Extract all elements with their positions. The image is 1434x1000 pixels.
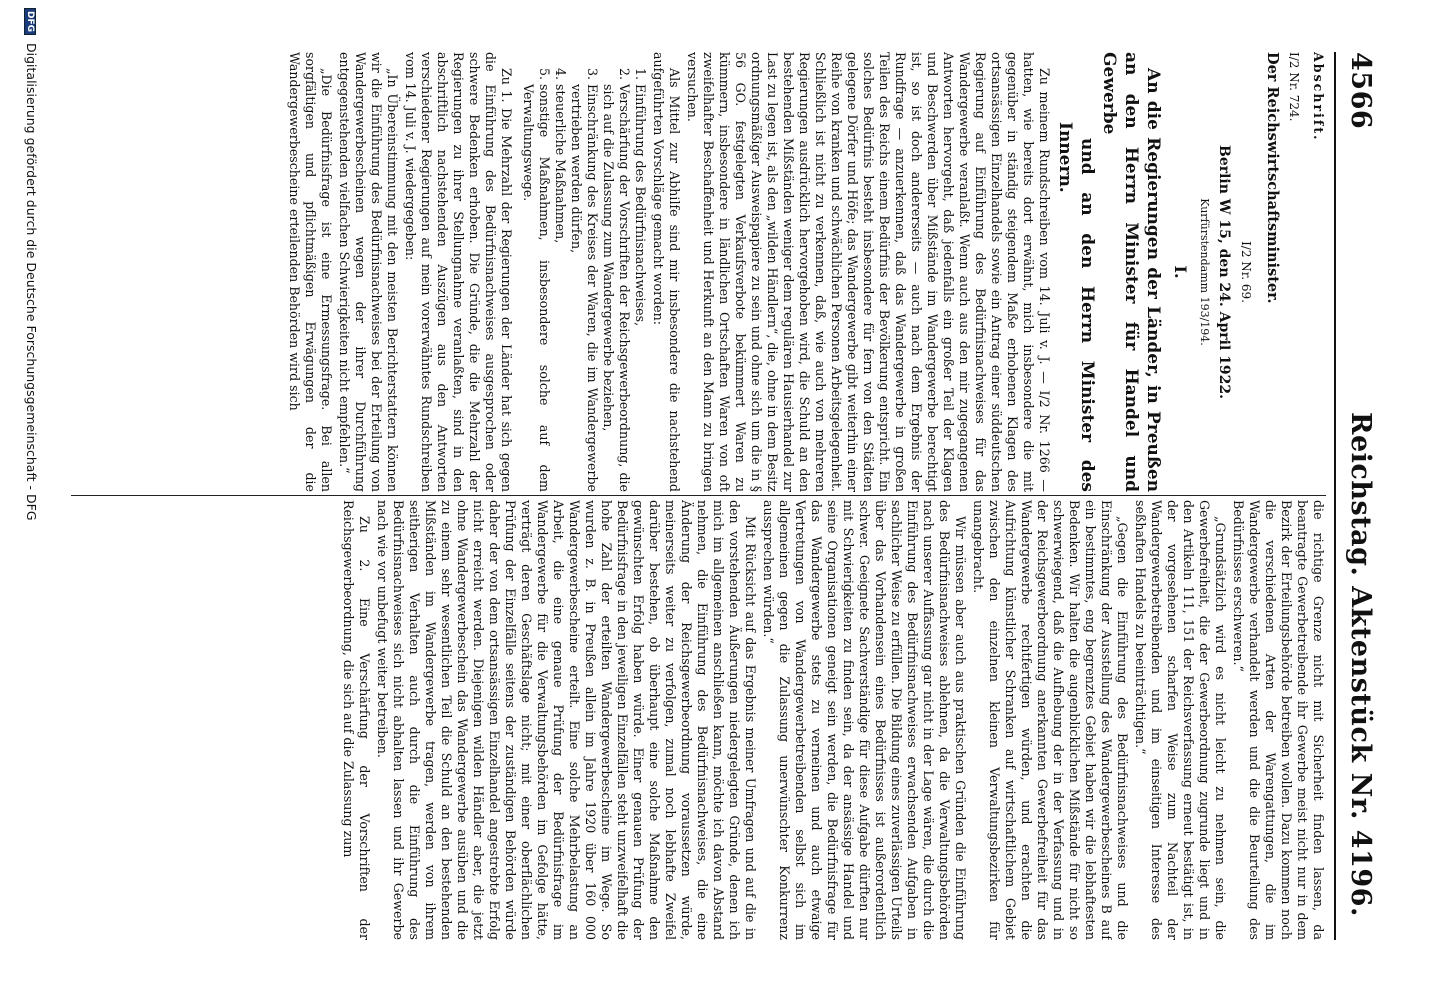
- addressee-line-1: An die Regierungen der Länder, in Preußen an den Herrn Minister für Handel und Gewerbe: [1099, 52, 1163, 492]
- list-item: 1. Einführung des Bedürfnisnachweises,: [632, 84, 648, 492]
- paragraph: Mit Rücksicht auf das Ergebnis meiner Umfragen und auf die in den vorstehenden Äußerungen niedergelegten Gründe, denen ich mich im allgemeinen anschließen kann, möchte ich davon Abstand nehmen, die Einführung des Bedürfnisnachweises, die eine Änderung der Reichsgewerbeordnung voraussetzen würde, meinerseits weiter zu verfolgen, zumal noch lebhafte Zweifel darüber bestehen, ob überhaupt eine solche Maßnahme den gewünschten Erfolg haben würde. Einer genauen Prüfung der Bedürfnisfrage in den jeweiligen Einzelfällen steht unzweifelhaft die hohe Zahl der erteilten Wandergewerbescheine im Wege. So wurden z. B. in Preußen allein im Jahre 1920 über 160 000 Wandergewerbescheine erteilt. Eine solche Mehrbelastung an Arbeit, die eine genaue Prüfung der Bedürfnisfrage im Wandergewerbe für die Verwaltungsbehörden im Gefolge hätte, verträgt deren Geschäftslage nicht; mit einer oberflächlichen Prüfung der Einzelfälle seitens der zuständigen Behörden würde daher der von dem ortsansässigen Einzelhandel angestrebte Erfolg nicht erreicht werden. Diejenigen wilden Händler aber, die jetzt ohne Wandergewerbeschein das Wandergewerbe ausüben und die zu einem sehr wesentlichen Teil die Schuld an den bestehenden Mißständen im Wandergewerbe tragen, werden von ihrem seitherigen Verhalten auch durch die Einführung des Bedürfnisnachweises sich nicht abhalten lassen und ihr Gewerbe nach wie vor unbefugt weiter betreiben.: [375, 500, 758, 940]
- paragraph: Zu 1. Die Mehrzahl der Regierungen der Länder hat sich gegen die Einführung des Bedürfnisnachweises ausgesprochen oder schwere Bedenken erhoben. Die Gründe, die die Mehrzahl der Regierungen zu ihrer Stellungnahme veranlaßten, sind in den abschriftlich nachstehenden Auszügen aus den Antworten verschiedener Regierungen auf mein vorerwähntes Rundschreiben vom 14. Juli v. J. wiedergegeben:: [403, 52, 514, 492]
- digitization-credit: [24, 8, 39, 940]
- list-item: 5. sonstige Maßnahmen, insbesondere solche auf dem Verwaltungswege.: [520, 84, 552, 492]
- quoted-paragraph: „Grundsätzlich wird es nicht leicht zu nehmen sein, die Gewerbefreiheit, die der Gewerbeordnung zugrunde liegt und in den Artikeln 111, 151 der Reichsverfassung erneut bestätigt ist, in der vorgesehenen scharfen Weise zum Nachteil der Wandergewerbetreibenden und im einseitigen Interesse des seßhaften Handels zu beeinträchtigen.“: [1133, 500, 1228, 940]
- reference-number-2: I/2 Nr. 69.: [1239, 241, 1253, 303]
- page-header: [1342, 52, 1376, 940]
- header-rule: [1334, 52, 1336, 940]
- address-subline: Kurfürstendamm 193/194.: [1198, 198, 1211, 346]
- proposal-list: [520, 52, 648, 492]
- quoted-paragraph: Wir müssen aber auch aus praktischen Gründen die Einführung des Bedürfnisnachweises ablehnen, da die Verwaltungsbehörden nach unserer Auffassung gar nicht in der Lage wären, die durch die Einführung des Bedürfnisnachweises erwachsenden Aufgaben in sachlicher Weise zu erfüllen. Die Bildung eines zuverlässigen Urteils über das Vorhandensein eines Bedürfnisses ist außerordentlich schwer. Geeignete Sachverständige für diese Aufgabe dürften nur mit Schwierigkeiten zu finden sein, da der ansässige Handel und seine Organisationen geneigt sein werden, die Bedürfnisfrage für das Wandergewerbe stets zu verneinen und auch etwaige Vertretungen von Wandergewerbetreibenden selbst sich im allgemeinen gegen die Zulassung unerwünschter Konkurrenz aussprechen würden.“: [761, 500, 968, 940]
- paragraph: Als Mittel zur Abhilfe sind mir insbesondere die nachstehend aufgeführten Vorschläge gemacht worden:: [651, 52, 682, 492]
- list-item: 4. steuerliche Maßnahmen,: [552, 84, 568, 492]
- column-divider: [71, 495, 1326, 496]
- list-item: 2. Verschärfung der Vorschriften der Reichsgewerbeordnung, die sich auf die Zulassung zum Wandergewerbe beziehen,: [600, 84, 632, 492]
- running-title: Reichstag. Aktenstück Nr. 4196.: [1345, 412, 1376, 917]
- quoted-paragraph: „Gegen die Einführung des Bedürfnisnachweises und die Einschränkung der Ausstellung des Wandergewerbescheines B auf ein bestimmtes, eng begrenztes Gebiet haben wir die lebhaftesten Bedenken. Wir halten die augenblicklichen Mißstände für nicht so schwerwiegend, daß die Aufhebung der in der Verfassung und in der Reichsgewerbeordnung anerkannten Gewerbefreiheit für das Wandergewerbe rechtfertigen würden, und erachten die Aufrichtung künstlicher Schranken auf wirtschaftlichem Gebiet zwischen den einzelnen kleinen Verwaltungsbezirken für unangebracht.: [971, 500, 1130, 940]
- quoted-paragraph: „In Übereinstimmung mit den meisten Berichterstattern können wir die Einführung des Bedürfnisnachweises bei der Erteilung von Wandergewerbescheinen wegen der ihrer Durchführung entgegenstehenden vielfachen Schwierigkeiten nicht empfehlen.“: [337, 52, 400, 492]
- ministry-heading: Der Reichswirtschaftsminister.: [1264, 52, 1281, 304]
- addressee-line-2: und an den Herrn Minister des Innern.: [1055, 122, 1097, 492]
- paragraph: die richtige Grenze nicht mit Sicherheit finden lassen, da beantragte Gewerbetreibende ihr Gewerbe meist nicht nur in dem Bezirk der Erteilungsbehörde betreiben wollen. Dazu kommen noch die verschiedenen Arten der Warengattungen, die im Wandergewerbe verhandelt werden und die die Beurteilung des Bedürfnisses erschweren.“: [1231, 500, 1326, 940]
- dateline: Berlin W 15, den 24. April 1922.: [1216, 145, 1232, 399]
- dfg-logo: DFG: [25, 8, 37, 35]
- reference-number-1: I/2 Nr. 724.: [1287, 52, 1301, 122]
- paragraph: Zu 2. Eine Verschärfung der Vorschriften der Reichsgewerbeordnung, die sich auf die Zulassung zum: [341, 500, 372, 940]
- abschrift-label: Abschrift.: [1311, 52, 1326, 142]
- paragraph: Zu meinem Rundschreiben vom 14. Juli v. J. — I/2 Nr. 1266 — hatten, wie bereits dort erwähnt, mich insbesondere die mit gegenüber in ständig steigendem Maße erhobenen Klagen des ortsansässigen Einzelhandels sowie ein Antrag einer süddeutschen Regierung auf Einführung des Bedürfnisnachweises für das Wandergewerbe veranlaßt. Wenn auch aus den mir zugegangenen Antworten hervorgeht, daß jedenfalls ein großer Teil der Klagen und Beschwerden über Mißstände im Wandergewerbe berechtigt ist, so ist doch andererseits — auch nach dem Ergebnis der Rundfrage — anzuerkennen, daß das Wandergewerbe in großen Teilen des Reichs einem Bedürfnis der Bevölkerung entspricht. Ein solches Bedürfnis besteht insbesondere für fern von den Städten gelegene Dörfer und Höfe; das Wandergewerbe gibt weiterhin einer Reihe von kranken und schwächlichen Personen Arbeitsgelegenheit. Schließlich ist nicht zu verkennen, daß, wie auch von mehreren Regierungen ausdrücklich hervorgehoben wird, die Schuld an den bestehenden Mißständen weniger dem regulären Hausierhandel zur Last zu legen ist, als den „wilden Händlern“, die, ohne in dem Besitz ordnungsmäßiger Ausweispapiere zu sein und ohne sich um die in § 56 GO. festgelegten Verkaufsverbote bekümmert Waren zu kümmern, insbesondere in ländlichen Ortschaften Waren von oft zweifelhafter Beschaffenheit und Herkunft an den Mann zu bringen versuchen.: [685, 52, 1052, 492]
- page-number: 4566: [1345, 52, 1376, 130]
- addressee-block: [1054, 52, 1164, 492]
- right-column: [56, 500, 1326, 940]
- quoted-paragraph: „Die Bedürfnisfrage ist eine Ermessungsfrage. Bei allen sorgfältigen und pflichtmäßigen Erwägungen der die Wandergewerbescheine erteilenden Behörden wird sich: [287, 52, 334, 492]
- credit-text: Digitalisierung gefördert durch die Deutsche Forschungsgemeinschaft - DFG: [24, 43, 39, 521]
- section-numeral: I.: [1171, 265, 1190, 279]
- list-item: 3. Einschränkung des Kreises der Waren, die im Wandergewerbe vertrieben werden dürfen,: [568, 84, 600, 492]
- left-column: [56, 52, 1326, 492]
